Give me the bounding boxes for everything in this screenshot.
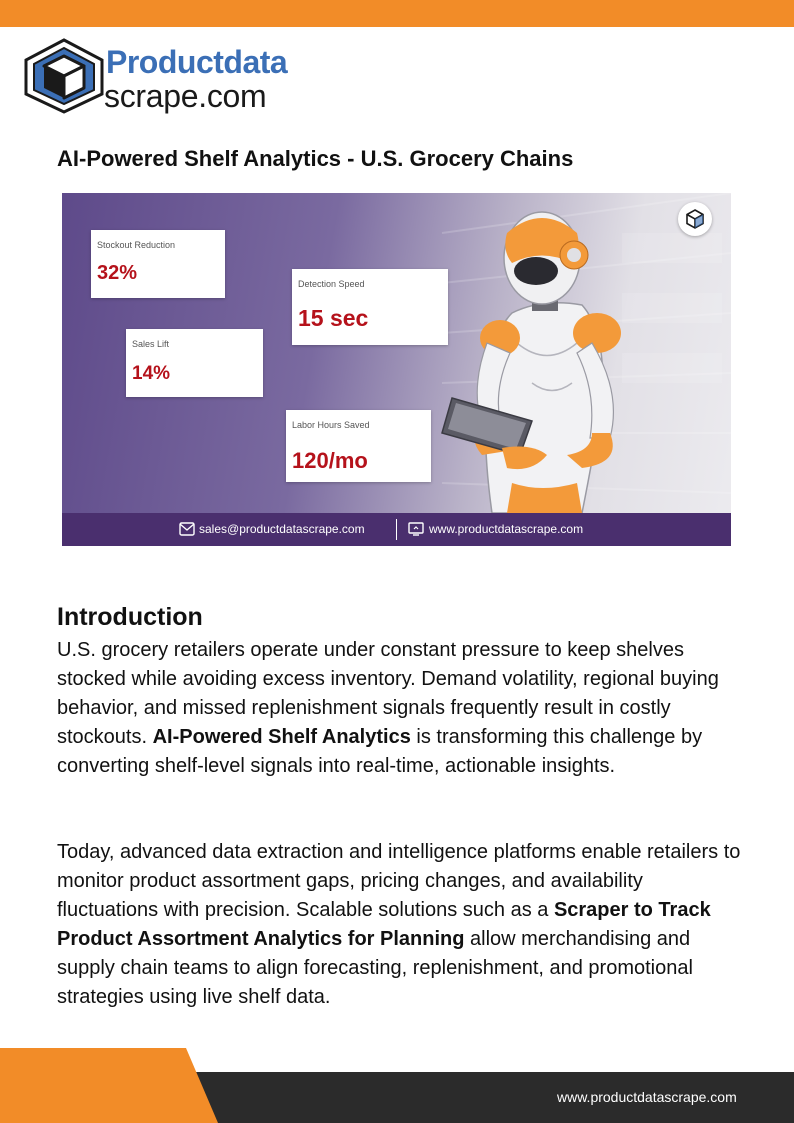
stat-card-sales-lift xyxy=(126,329,263,397)
paragraph-text: Today, advanced data extraction and intelligence platforms enable retailers to monitor product assortment gaps, pricing changes, and availability fluctuations with precision. Scalable solutions such as a xyxy=(57,841,741,921)
cube-logo-icon xyxy=(22,38,106,114)
document-title: AI-Powered Shelf Analytics - U.S. Grocery Chains xyxy=(57,146,574,171)
logo-text-secondary: scrape.com xyxy=(104,78,267,114)
paragraph-text: is transforming this challenge by converting shelf-level signals into real-time, actionable insights. xyxy=(57,726,703,777)
email-icon xyxy=(179,522,195,536)
stat-value: 15 sec xyxy=(298,305,369,331)
stat-card-detection-speed xyxy=(292,269,448,345)
top-accent-bar xyxy=(0,0,794,27)
stat-label: Labor Hours Saved xyxy=(292,420,370,430)
paragraph-text: allow merchandising and supply chain teams to align forecasting, replenishment, and promotional strategies using live shelf data. xyxy=(57,928,693,1008)
stat-label: Sales Lift xyxy=(132,339,170,349)
logo-text-primary: Productdata xyxy=(106,44,288,80)
cube-badge xyxy=(678,202,712,236)
footer-bar xyxy=(0,1048,794,1123)
footer-website-link[interactable]: www.productdatascrape.com xyxy=(557,1089,737,1105)
stat-label: Stockout Reduction xyxy=(97,240,176,250)
stat-value: 120/mo xyxy=(292,448,368,473)
section-heading-introduction: Introduction xyxy=(57,603,203,631)
cube-badge-icon xyxy=(685,209,705,229)
introduction-paragraph-2 xyxy=(57,838,747,1012)
hero-banner xyxy=(62,193,731,546)
stat-value: 32% xyxy=(97,262,138,284)
web-icon xyxy=(408,522,424,536)
introduction-paragraph-1 xyxy=(57,636,747,781)
emphasis-link-text[interactable]: Scraper to Track Product Assortment Analytics for Planning xyxy=(57,899,711,950)
contact-divider xyxy=(396,519,397,540)
stat-card-labor-hours-saved xyxy=(286,410,431,482)
company-logo[interactable] xyxy=(22,38,322,116)
emphasis-text: AI-Powered Shelf Analytics xyxy=(152,726,411,748)
stat-card-stockout-reduction xyxy=(91,230,225,298)
banner-website-link[interactable]: www.productdatascrape.com xyxy=(429,522,584,536)
stat-value: 14% xyxy=(132,363,171,384)
banner-contact-strip xyxy=(62,513,731,546)
stat-label: Detection Speed xyxy=(298,279,365,289)
paragraph-text: U.S. grocery retailers operate under constant pressure to keep shelves stocked while avoiding excess inventory. Demand volatility, regional buying behavior, and missed replenishment signals frequently result in costly stockouts. xyxy=(57,639,719,748)
banner-email-link[interactable]: sales@productdatascrape.com xyxy=(199,522,365,536)
